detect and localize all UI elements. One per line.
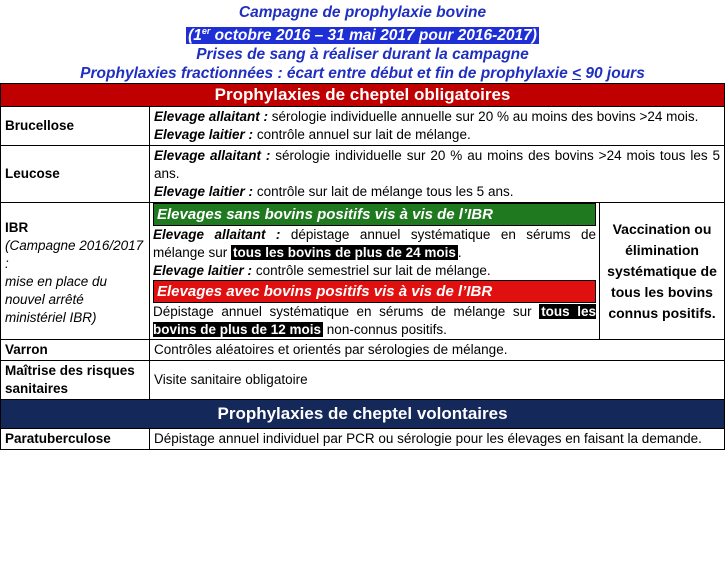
label-maitrise: Maîtrise des risques sanitaires [1, 361, 150, 400]
content-leucose: Elevage allaitant : sérologie individuelle sur 20 % au moins des bovins >24 mois tous les 5 ans. Elevage laitier : contrôle sur lait de mélange tous les 5 ans. [150, 146, 725, 203]
highlight-12-mois: tous les bovins de plus de 12 mois [153, 304, 597, 338]
header-line-3: Prises de sang à réaliser durant la campagne [196, 46, 529, 64]
less-equal-symbol: < [572, 65, 582, 83]
header-line-4: Prophylaxies fractionnées : écart entre début et fin de prophylaxie < 90 jours [80, 65, 645, 83]
ibr-negative-banner: Elevages sans bovins positifs vis à vis de l’IBR [153, 203, 596, 226]
content-maitrise: Visite sanitaire obligatoire [150, 361, 725, 400]
content-ibr: Elevages sans bovins positifs vis à vis de l’IBR Elevage allaitant : dépistage annuel systématique en sérums de mélange sur tous les bovins de plus de 24 mois . Elevage laitier : contrôle semestriel sur lait de mélange. Elevages avec bovins positifs vis à vis de l’IBR Dépistage annuel systématique en sérums de mélange sur tous les bovins de plus de 12 mois non-connus positifs. [150, 203, 600, 340]
label-brucellose: Brucellose [1, 107, 150, 146]
label-varron: Varron [1, 340, 150, 361]
label-ibr: IBR (Campagne 2016/2017 : mise en place du nouvel arrêté ministériel IBR) [1, 203, 150, 340]
header-line-2 [0, 22, 725, 45]
highlight-24-mois: tous les bovins de plus de 24 mois [233, 245, 456, 261]
label-paratuberculose: Paratuberculose [1, 429, 150, 450]
header-line-1: Campagne de prophylaxie bovine [238, 4, 487, 21]
row-brucellose [1, 107, 725, 146]
document-header [0, 0, 725, 83]
row-paratuberculose [1, 429, 725, 450]
row-varron [1, 340, 725, 361]
content-brucellose: Elevage allaitant : sérologie individuelle annuelle sur 20 % au moins des bovins >24 mois. Elevage laitier : contrôle annuel sur lait de mélange. [150, 107, 725, 146]
label-leucose: Leucose [1, 146, 150, 203]
prophylaxie-table [0, 83, 725, 450]
row-maitrise [1, 361, 725, 400]
header-period-highlight: (1er octobre 2016 – 31 mai 2017 pour 2016-2017) [188, 26, 537, 45]
section-volontaire-header: Prophylaxies de cheptel volontaires [1, 400, 725, 429]
row-leucose [1, 146, 725, 203]
ibr-positive-banner: Elevages avec bovins positifs vis à vis de l’IBR [153, 280, 596, 303]
content-varron: Contrôles aléatoires et orientés par sérologies de mélange. [150, 340, 725, 361]
row-ibr [1, 203, 725, 340]
section-obligatoire-header: Prophylaxies de cheptel obligatoires [1, 84, 725, 107]
ibr-side-note: Vaccination ou élimination systématique de tous les bovins connus positifs. [600, 203, 725, 340]
content-paratuberculose: Dépistage annuel individuel par PCR ou sérologie pour les élevages en faisant la demande. [150, 429, 725, 450]
